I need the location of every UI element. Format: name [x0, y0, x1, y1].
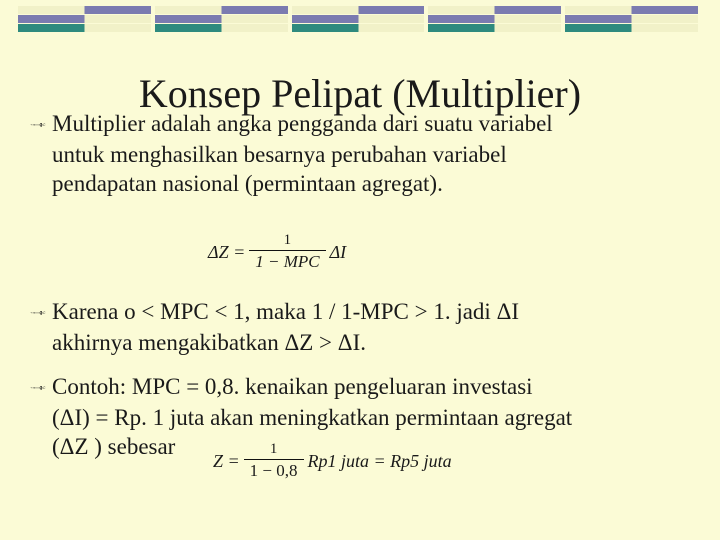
bullet-icon: 🙬 [30, 114, 46, 136]
top-bar-segment [292, 6, 425, 32]
example-formula [213, 441, 452, 481]
top-bar-segment [428, 6, 561, 32]
bullet-2 [30, 297, 700, 357]
slide-title: Konsep Pelipat (Multiplier) [138, 71, 582, 116]
bullet-1-line-1: Multiplier adalah angka pengganda dari suatu variabel [52, 111, 553, 136]
bullet-3-line-2: (ΔI) = Rp. 1 juta akan meningkatkan permintaan agregat [52, 405, 573, 430]
bullet-icon: 🙬 [30, 377, 46, 399]
bullet-2-line-2: akhirnya mengakibatkan ΔZ > ΔI. [52, 330, 366, 355]
bullet-1-line-2: untuk menghasilkan besarnya perubahan variabel [52, 142, 507, 167]
top-bar-segment [155, 6, 288, 32]
example-rhs: Rp1 juta = Rp5 juta [307, 450, 452, 471]
bullet-3-line-3: (ΔZ ) sebesar [52, 434, 176, 459]
formula-lhs: ΔZ = [208, 241, 246, 262]
formula-fraction [249, 232, 325, 272]
multiplier-formula [208, 232, 346, 272]
formula-rhs: ΔI [329, 241, 347, 262]
bullet-1 [30, 109, 700, 198]
formula-numerator: 1 [283, 232, 292, 248]
example-fraction [244, 441, 304, 481]
formula-denominator: 1 − MPC [249, 250, 325, 272]
bullet-icon: 🙬 [30, 302, 46, 324]
example-numerator: 1 [269, 441, 278, 457]
decorative-top-bar [18, 6, 702, 32]
bullet-1-line-3: pendapatan nasional (permintaan agregat). [52, 171, 443, 196]
bullet-2-line-1: Karena o < MPC < 1, maka 1 / 1-MPC > 1. jadi ΔI [52, 299, 520, 324]
top-bar-segment [565, 6, 698, 32]
top-bar-segment [18, 6, 151, 32]
bullet-3-line-1: Contoh: MPC = 0,8. kenaikan pengeluaran investasi [52, 374, 533, 399]
example-lhs: Z = [213, 450, 240, 471]
example-denominator: 1 − 0,8 [244, 459, 304, 481]
